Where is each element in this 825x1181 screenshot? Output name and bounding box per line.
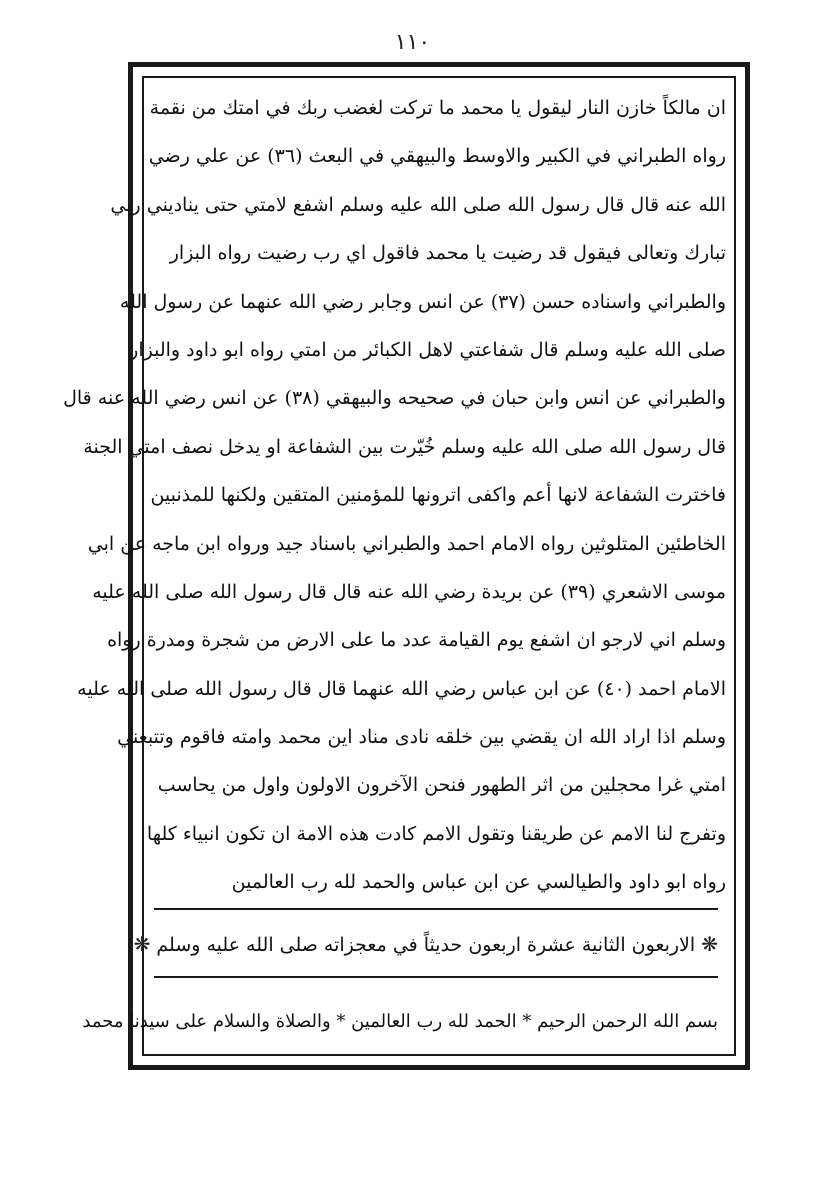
basmala-line: بسم الله الرحمن الرحيم * الحمد لله رب العالمين * والصلاة والسلام على سيدنا محمد — [82, 1011, 718, 1032]
ornament-icon: ❋ — [133, 932, 151, 956]
ornament-icon: ❋ — [701, 932, 718, 956]
section-divider — [154, 908, 718, 910]
text-line: وسلم اني لارجو ان اشفع يوم القيامة عدد ما على الارض من شجرة ومدرة رواه — [107, 629, 726, 652]
colophon-text: الاربعون الثانية عشرة اربعون حديثاً في معجزاته صلى الله عليه وسلم — [156, 934, 696, 956]
text-line: رواه ابو داود والطيالسي عن ابن عباس والحمد لله رب العالمين — [231, 871, 726, 894]
text-line: موسى الاشعري (٣٩) عن بريدة رضي الله عنه قال قال رسول الله صلى الله عليه — [92, 580, 726, 603]
colophon — [133, 918, 718, 970]
text-line: والطبراني واسناده حسن (٣٧) عن انس وجابر رضي الله عنهما عن رسول الله — [119, 290, 726, 313]
section-divider — [154, 976, 718, 978]
text-line: الخاطئين المتلوثين رواه الامام احمد والطبراني باسناد جيد ورواه ابن ماجه عن ابي — [87, 532, 726, 555]
text-line: وسلم اذا اراد الله ان يقضي بين خلقه نادى مناد اين محمد وامته فاقوم وتتبعني — [117, 726, 726, 749]
text-line: فاخترت الشفاعة لانها أعم واكفى اترونها للمؤمنين المتقين ولكنها للمذنبين — [150, 484, 726, 507]
body-text — [63, 84, 726, 907]
text-line: تبارك وتعالى فيقول قد رضيت يا محمد فاقول اي رب رضيت رواه البزار — [169, 242, 726, 265]
text-line: والطبراني عن انس وابن حبان في صحيحه والبيهقي (٣٨) عن انس رضي الله عنه قال — [63, 387, 726, 410]
page-number: ١١٠ — [394, 30, 431, 55]
text-line: قال رسول الله صلى الله عليه وسلم خُيّرت بين الشفاعة او يدخل نصف امتي الجنة — [83, 435, 726, 458]
text-line: ان مالكاً خازن النار ليقول يا محمد ما تركت لغضب ربك في امتك من نقمة — [149, 97, 726, 119]
text-line: رواه الطبراني في الكبير والاوسط والبيهقي في البعث (٣٦) عن علي رضي — [148, 145, 726, 168]
text-line: صلى الله عليه وسلم قال شفاعتي لاهل الكبائر من امتي رواه ابو داود والبزار — [129, 338, 726, 361]
text-line: الله عنه قال قال رسول الله صلى الله عليه وسلم اشفع لامتي حتى يناديني ربي — [110, 193, 726, 216]
text-line: وتفرج لنا الامم عن طريقنا وتقول الامم كادت هذه الامة ان تكون انبياء كلها — [146, 822, 726, 845]
text-line: امتي غرا محجلين من اثر الطهور فنحن الآخرون الاولون واول من يحاسب — [157, 774, 726, 797]
text-line: الامام احمد (٤٠) عن ابن عباس رضي الله عنهما قال قال رسول الله صلى الله عليه — [77, 677, 726, 700]
